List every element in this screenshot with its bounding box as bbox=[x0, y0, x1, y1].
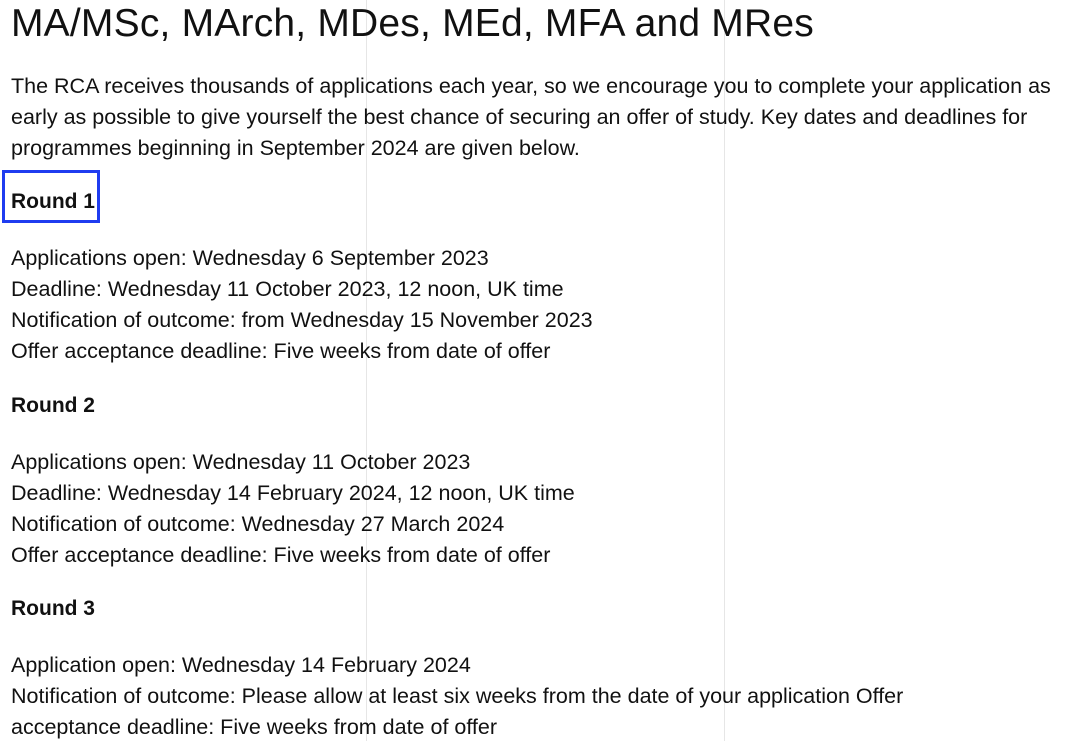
round-3-notification: Notification of outcome: Please allow at least six weeks from the date of your application Offer acceptance deadline: Five weeks from date of offer bbox=[11, 684, 904, 739]
round-1-details bbox=[11, 243, 1077, 367]
round-3-applications-open: Application open: Wednesday 14 February 2024 bbox=[11, 653, 471, 677]
round-2-heading: Round 2 bbox=[11, 394, 95, 417]
round-3-details bbox=[11, 650, 1077, 741]
round-1-heading: Round 1 bbox=[11, 190, 95, 213]
round-2-acceptance-deadline: Offer acceptance deadline: Five weeks from date of offer bbox=[11, 543, 551, 567]
round-2-notification: Notification of outcome: Wednesday 27 March 2024 bbox=[11, 512, 505, 536]
round-1-applications-open: Applications open: Wednesday 6 September 2023 bbox=[11, 246, 489, 270]
round-3-heading: Round 3 bbox=[11, 597, 95, 620]
round-2-deadline: Deadline: Wednesday 14 February 2024, 12 noon, UK time bbox=[11, 481, 575, 505]
round-1-acceptance-deadline: Offer acceptance deadline: Five weeks from date of offer bbox=[11, 339, 551, 363]
page-title: MA/MSc, MArch, MDes, MEd, MFA and MRes bbox=[11, 2, 814, 45]
round-1-highlight-box bbox=[2, 170, 100, 223]
round-1-notification: Notification of outcome: from Wednesday 15 November 2023 bbox=[11, 308, 593, 332]
round-1-deadline: Deadline: Wednesday 11 October 2023, 12 noon, UK time bbox=[11, 277, 564, 301]
round-2-applications-open: Applications open: Wednesday 11 October 2023 bbox=[11, 450, 471, 474]
intro-paragraph: The RCA receives thousands of applications each year, so we encourage you to complete your application as early as possible to give yourself the best chance of securing an offer of study. Key dates and deadlines for programmes beginning in September 2024 are given below. bbox=[11, 74, 1051, 160]
round-2-details bbox=[11, 447, 1077, 571]
